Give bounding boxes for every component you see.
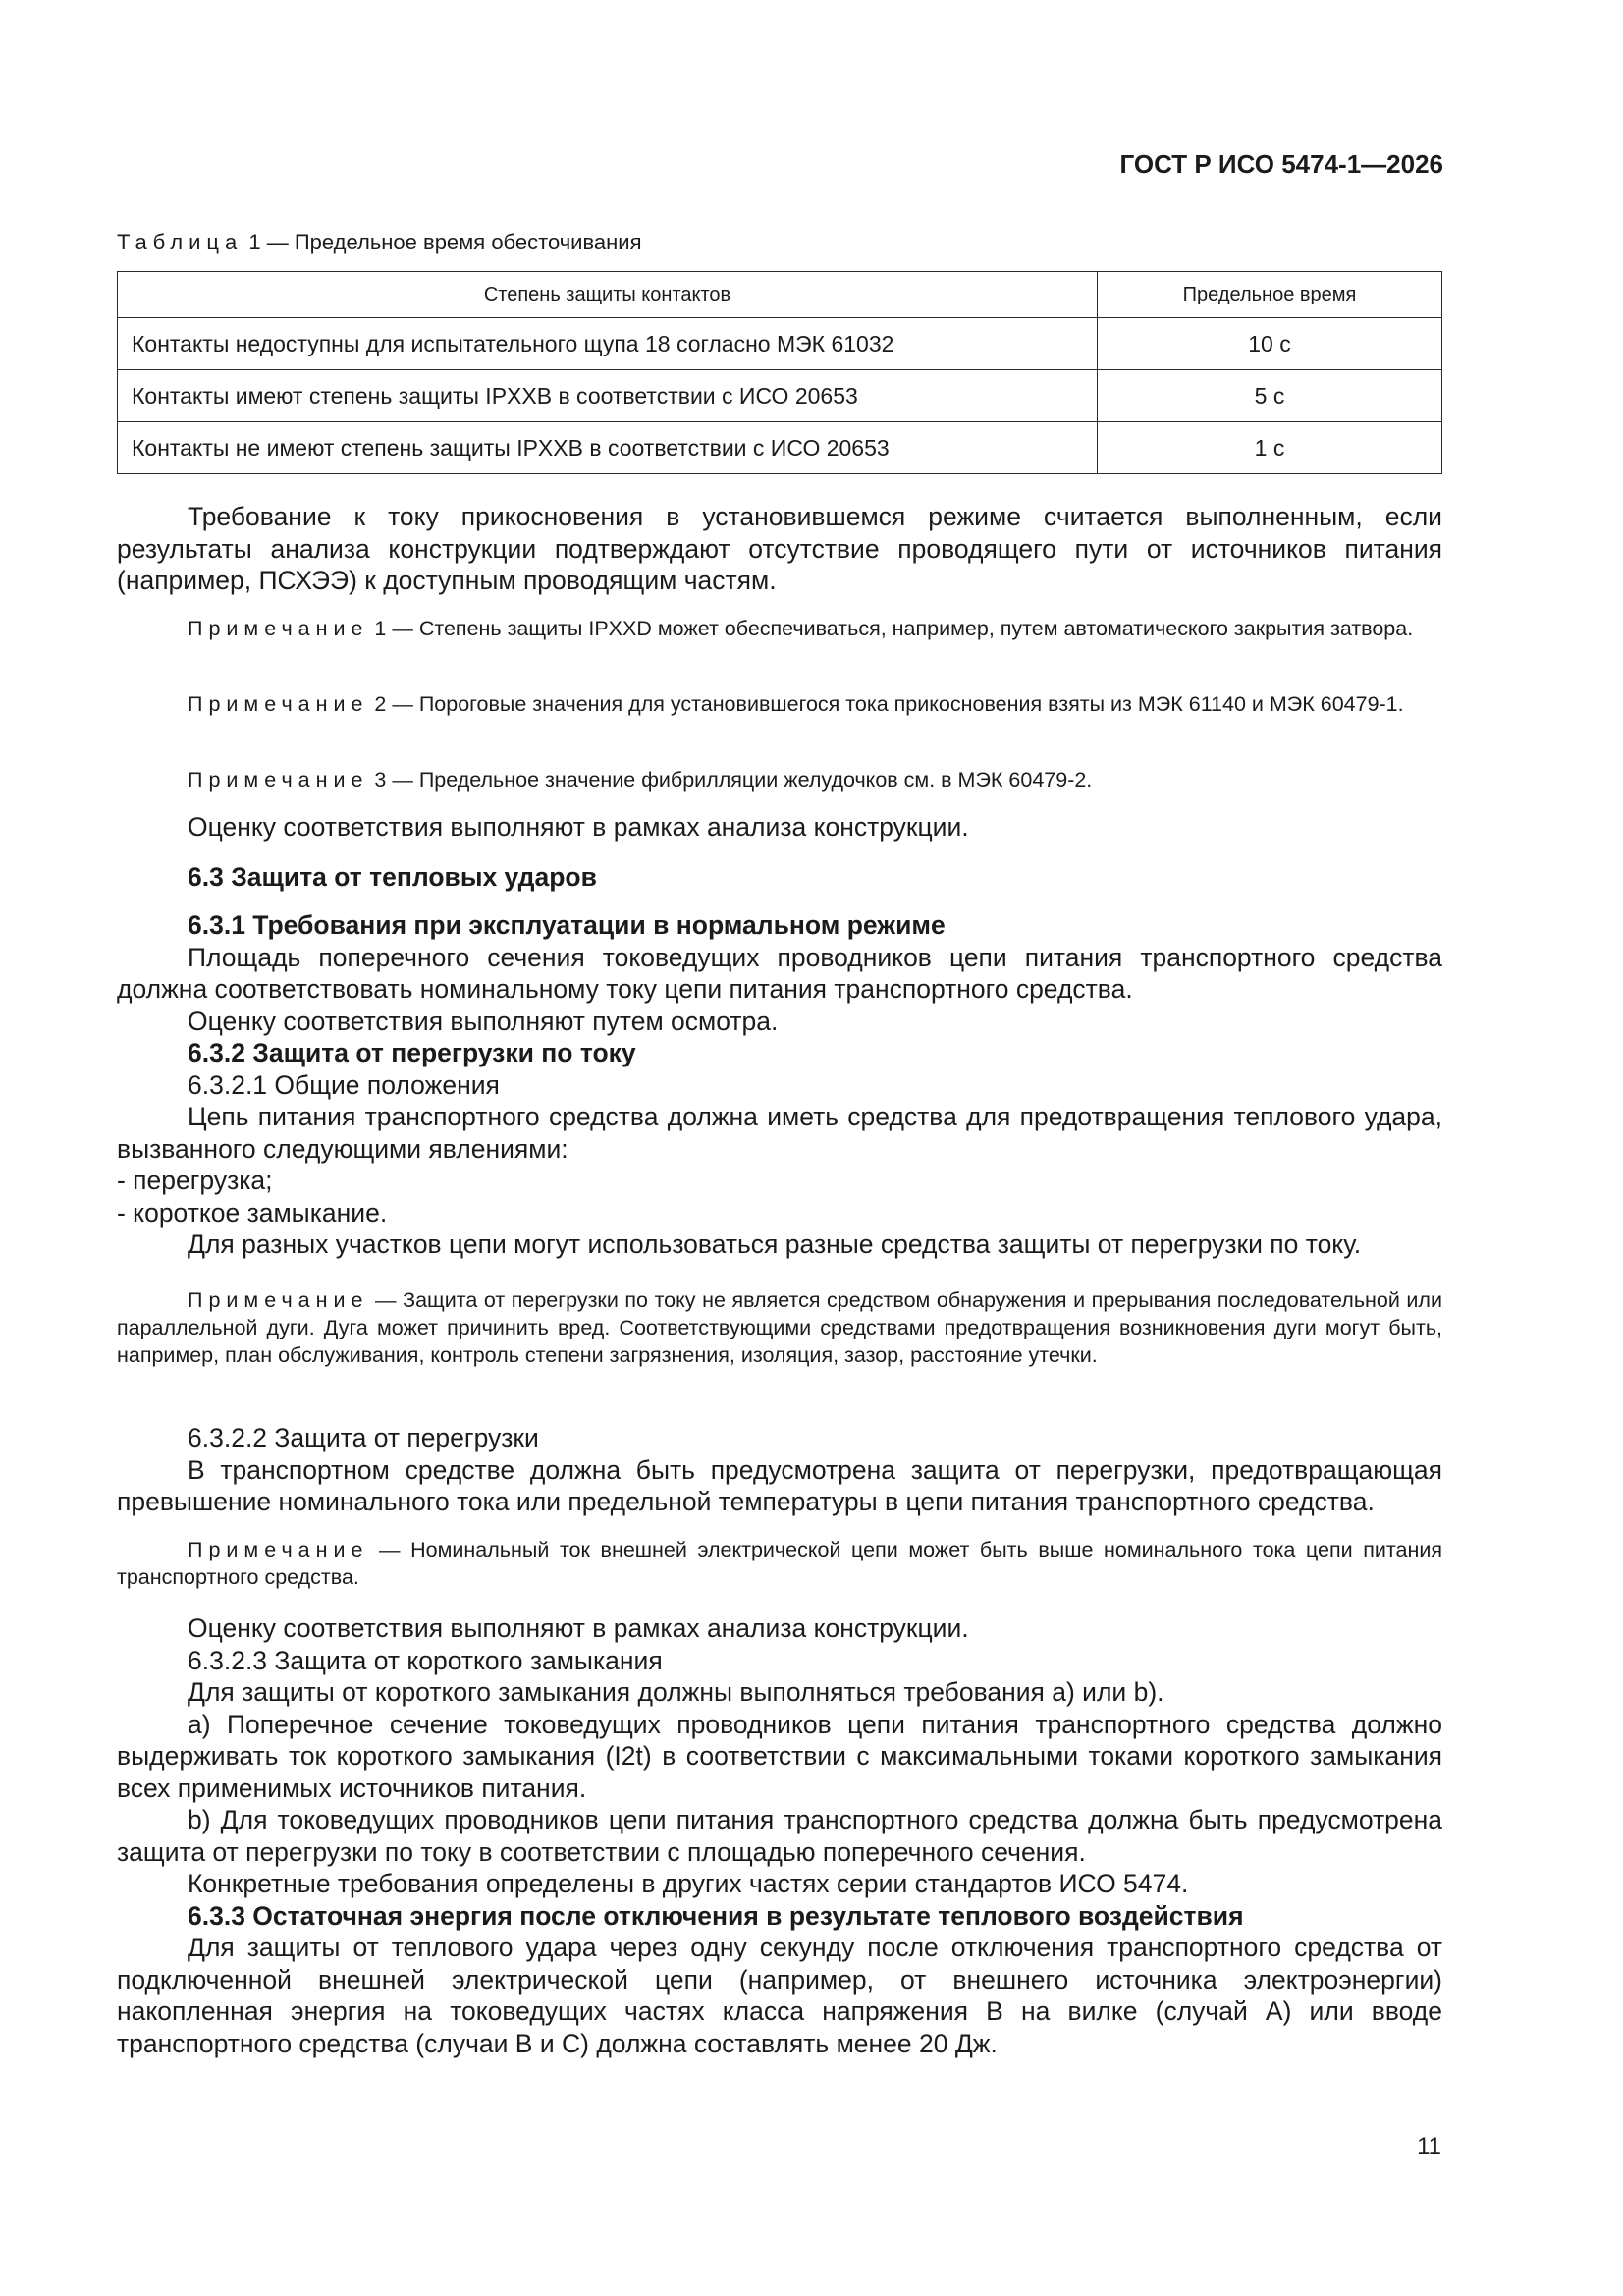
table-caption <box>117 230 642 255</box>
note-1 <box>117 615 1442 642</box>
section-6-3-2-3 <box>117 1613 1442 2059</box>
note-3 <box>117 766 1442 793</box>
table-cell-degree: Контакты не имеют степень защиты IPXXB в соответствии с ИСО 20653 <box>118 422 1098 474</box>
table-caption-text: 1 — Предельное время обесточивания <box>243 230 642 254</box>
column-header-time: Предельное время <box>1098 272 1442 318</box>
section-6-3-2-3-title: 6.3.2.3 Защита от короткого замыкания <box>188 1645 663 1675</box>
table-cell-degree: Контакты недоступны для испытательного щупа 18 согласно МЭК 61032 <box>118 318 1098 370</box>
disconnection-time-table <box>117 271 1442 474</box>
note-label: Примечание <box>188 1538 369 1561</box>
item-a-paragraph: a) Поперечное сечение токоведущих проводников цепи питания транспортного средства должно выдерживать ток короткого замыкания (I2t) в соответствии с максимальными токами короткого замыкания всех применимых источников питания. <box>117 1709 1442 1803</box>
different-means-paragraph: Для разных участков цепи могут использоваться разные средства защиты от перегрузки по току. <box>188 1230 1362 1259</box>
section-6-3-2-heading: 6.3.2 Защита от перегрузки по току <box>188 1038 636 1067</box>
section-6-3-1-heading: 6.3.1 Требования при эксплуатации в нормальном режиме <box>188 910 946 940</box>
note-arc <box>117 1286 1442 1369</box>
section-6-3-2-2-title: 6.3.2.2 Защита от перегрузки <box>188 1423 539 1452</box>
table-cell-time: 10 с <box>1098 318 1442 370</box>
note-text: — Номинальный ток внешней электрической цепи может быть выше номинального тока цепи питания транспортного средства. <box>117 1538 1442 1589</box>
requirement-paragraph: Требование к току прикосновения в установившемся режиме считается выполненным, если результаты анализа конструкции подтверждают отсутствие проводящего пути от источников питания (например, ПСХЭЭ) к доступным проводящим частям. <box>117 502 1442 595</box>
section-6-3-2-2 <box>117 1422 1442 1518</box>
table-cell-degree: Контакты имеют степень защиты IPXXB в соответствии с ИСО 20653 <box>118 370 1098 422</box>
document-header: ГОСТ Р ИСО 5474-1—2026 <box>1119 149 1443 179</box>
item-b-paragraph: b) Для токоведущих проводников цепи питания транспортного средства должна быть предусмотрена защита от перегрузки по току в соответствии с площадью поперечного сечения. <box>117 1805 1442 1867</box>
table-caption-label: Таблица <box>117 230 243 254</box>
list-item: - перегрузка; <box>117 1166 273 1195</box>
note-nominal-current <box>117 1536 1442 1591</box>
table-cell-time: 1 с <box>1098 422 1442 474</box>
note-2 <box>117 690 1442 718</box>
note-text: 3 — Предельное значение фибрилляции желудочков см. в МЭК 60479-2. <box>368 768 1093 792</box>
conformity-paragraph: Оценку соответствия выполняют путем осмотра. <box>188 1006 779 1036</box>
section-6-3-1-text: Площадь поперечного сечения токоведущих проводников цепи питания транспортного средства должна соответствовать номинальному току цепи питания транспортного средства. <box>117 942 1442 1004</box>
note-label: Примечание <box>188 1288 369 1312</box>
column-header-degree: Степень защиты контактов <box>118 272 1098 318</box>
table-row <box>118 318 1442 370</box>
note-label: Примечание <box>188 692 369 716</box>
table-row <box>118 422 1442 474</box>
note-label: Примечание <box>188 617 369 640</box>
section-6-3-2-2-text: В транспортном средстве должна быть предусмотрена защита от перегрузки, предотвращающая превышение номинального тока или предельной температуры в цепи питания транспортного средства. <box>117 1454 1442 1516</box>
table-cell-time: 5 с <box>1098 370 1442 422</box>
specific-requirements-paragraph: Конкретные требования определены в других частях серии стандартов ИСО 5474. <box>188 1869 1189 1898</box>
table-header-row <box>118 272 1442 318</box>
section-6-3-3-text: Для защиты от теплового удара через одну секунду после отключения транспортного средства от подключенной внешней электрической цепи (например, от внешнего источника электроэнергии) накопленная энергия на токоведущих частях класса напряжения В на вилке (случай А) или вводе транспортного средства (случаи В и С) должна составлять менее 20 Дж. <box>117 1933 1442 2058</box>
section-6-3-heading: 6.3 Защита от тепловых ударов <box>188 862 597 892</box>
list-item: - короткое замыкание. <box>117 1197 388 1228</box>
section-6-3-1 <box>117 909 1442 1261</box>
conformity-paragraph: Оценку соответствия выполняют в рамках анализа конструкции. <box>188 812 969 842</box>
section-6-3-2-3-text: Для защиты от короткого замыкания должны выполняться требования a) или b). <box>188 1677 1164 1707</box>
note-text: 2 — Пороговые значения для установившегося тока прикосновения взяты из МЭК 61140 и МЭК 60479-1. <box>368 692 1404 716</box>
conformity-paragraph: Оценку соответствия выполняют в рамках анализа конструкции. <box>188 1613 969 1643</box>
section-6-3-2-1-title: 6.3.2.1 Общие положения <box>188 1069 500 1100</box>
note-text: 1 — Степень защиты IPXXD может обеспечиваться, например, путем автоматического закрытия затвора. <box>368 617 1414 640</box>
page-number: 11 <box>1417 2133 1441 2159</box>
note-label: Примечание <box>188 768 369 792</box>
note-text: — Защита от перегрузки по току не является средством обнаружения и прерывания последовательной или параллельной дуги. Дуга может причинить вред. Соответствующими средствами предотвращения возникновения дуги могут быть, например, план обслуживания, контроль степени загрязнения, изоляция, зазор, расстояние утечки. <box>117 1288 1442 1367</box>
section-6-3-2-1-text: Цепь питания транспортного средства должна иметь средства для предотвращения теплового удара, вызванного следующими явлениями: <box>117 1102 1442 1164</box>
section-6-3-3-heading: 6.3.3 Остаточная энергия после отключения в результате теплового воздействия <box>188 1900 1244 1931</box>
table-row <box>118 370 1442 422</box>
